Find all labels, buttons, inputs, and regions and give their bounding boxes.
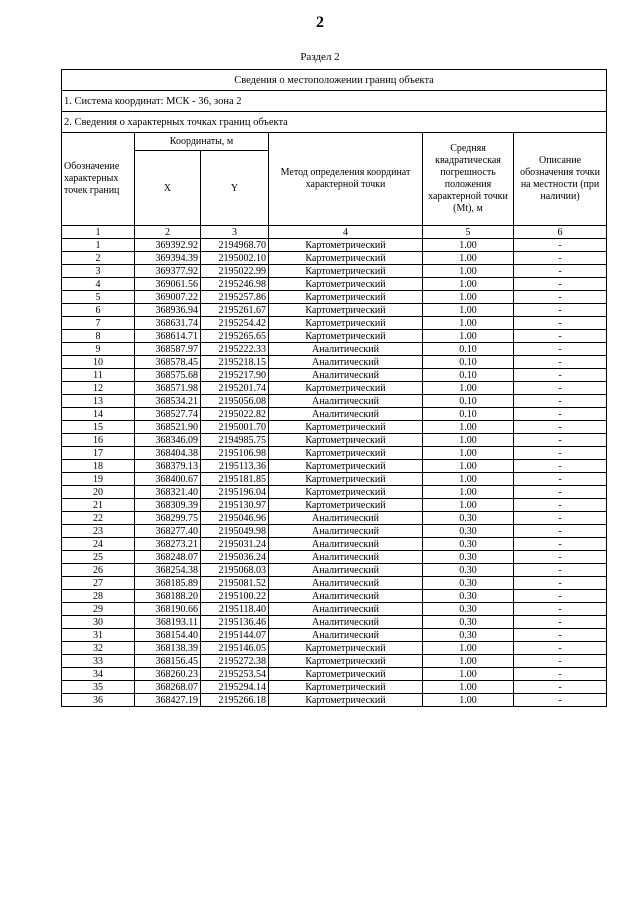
- x-coordinate-cell: 368587.97: [135, 343, 201, 356]
- description-cell: -: [514, 278, 607, 291]
- table-row: [62, 668, 607, 681]
- description-cell: -: [514, 564, 607, 577]
- description-cell: -: [514, 512, 607, 525]
- y-coordinate-cell: 2195118.40: [201, 603, 269, 616]
- method-cell: Картометрический: [269, 317, 423, 330]
- table-row: [62, 681, 607, 694]
- x-coordinate-cell: 368379.13: [135, 460, 201, 473]
- x-coordinate-cell: 368534.21: [135, 395, 201, 408]
- table-row: [62, 525, 607, 538]
- x-coordinate-cell: 368400.67: [135, 473, 201, 486]
- point-number-cell: 22: [62, 512, 135, 525]
- method-cell: Картометрический: [269, 382, 423, 395]
- description-cell: -: [514, 369, 607, 382]
- description-cell: -: [514, 239, 607, 252]
- table-row: [62, 317, 607, 330]
- header-y: Y: [201, 151, 269, 226]
- method-cell: Аналитический: [269, 369, 423, 382]
- y-coordinate-cell: 2194985.75: [201, 434, 269, 447]
- error-cell: 1.00: [423, 239, 514, 252]
- y-coordinate-cell: 2195136.46: [201, 616, 269, 629]
- point-number-cell: 17: [62, 447, 135, 460]
- point-number-cell: 18: [62, 460, 135, 473]
- table-row: [62, 421, 607, 434]
- x-coordinate-cell: 368578.45: [135, 356, 201, 369]
- y-coordinate-cell: 2195146.05: [201, 642, 269, 655]
- x-coordinate-cell: 368188.20: [135, 590, 201, 603]
- x-coordinate-cell: 368154.40: [135, 629, 201, 642]
- error-cell: 1.00: [423, 473, 514, 486]
- x-coordinate-cell: 368936.94: [135, 304, 201, 317]
- description-cell: -: [514, 668, 607, 681]
- table-row: [62, 551, 607, 564]
- description-cell: -: [514, 603, 607, 616]
- x-coordinate-cell: 369377.92: [135, 265, 201, 278]
- table-row: [62, 291, 607, 304]
- error-cell: 0.10: [423, 395, 514, 408]
- y-coordinate-cell: 2195002.10: [201, 252, 269, 265]
- description-cell: -: [514, 577, 607, 590]
- table-row: [62, 486, 607, 499]
- header-error: Средняя квадратическая погрешность положения характерной точки (Mt), м: [423, 133, 514, 226]
- x-coordinate-cell: 368248.07: [135, 551, 201, 564]
- point-number-cell: 3: [62, 265, 135, 278]
- method-cell: Картометрический: [269, 291, 423, 304]
- method-cell: Аналитический: [269, 512, 423, 525]
- y-coordinate-cell: 2195113.36: [201, 460, 269, 473]
- boundary-points-table: [61, 69, 607, 707]
- header-x: X: [135, 151, 201, 226]
- description-cell: -: [514, 499, 607, 512]
- table-row: [62, 408, 607, 421]
- y-coordinate-cell: 2195036.24: [201, 551, 269, 564]
- error-cell: 1.00: [423, 265, 514, 278]
- point-number-cell: 27: [62, 577, 135, 590]
- y-coordinate-cell: 2195100.22: [201, 590, 269, 603]
- method-cell: Картометрический: [269, 330, 423, 343]
- error-cell: 1.00: [423, 317, 514, 330]
- page-number: 2: [316, 14, 324, 31]
- point-number-cell: 28: [62, 590, 135, 603]
- x-coordinate-cell: 368346.09: [135, 434, 201, 447]
- header-coordinates: Координаты, м: [135, 133, 269, 151]
- table-row: [62, 447, 607, 460]
- header-point-designation: Обозначение характерных точек границ: [62, 133, 135, 226]
- error-cell: 1.00: [423, 278, 514, 291]
- column-number: 1: [62, 226, 135, 239]
- method-cell: Аналитический: [269, 629, 423, 642]
- points-heading-row: 2. Сведения о характерных точках границ объекта: [62, 112, 607, 133]
- error-cell: 0.30: [423, 603, 514, 616]
- method-cell: Аналитический: [269, 564, 423, 577]
- table-row: [62, 629, 607, 642]
- y-coordinate-cell: 2195222.33: [201, 343, 269, 356]
- table-row: [62, 655, 607, 668]
- point-number-cell: 30: [62, 616, 135, 629]
- description-cell: -: [514, 473, 607, 486]
- y-coordinate-cell: 2195294.14: [201, 681, 269, 694]
- point-number-cell: 19: [62, 473, 135, 486]
- table-row: [62, 590, 607, 603]
- description-cell: -: [514, 317, 607, 330]
- error-cell: 0.10: [423, 356, 514, 369]
- x-coordinate-cell: 368185.89: [135, 577, 201, 590]
- point-number-cell: 24: [62, 538, 135, 551]
- y-coordinate-cell: 2195181.85: [201, 473, 269, 486]
- error-cell: 1.00: [423, 655, 514, 668]
- description-cell: -: [514, 525, 607, 538]
- point-number-cell: 8: [62, 330, 135, 343]
- header-description: Описание обозначения точки на местности (при наличии): [514, 133, 607, 226]
- y-coordinate-cell: 2195081.52: [201, 577, 269, 590]
- method-cell: Картометрический: [269, 239, 423, 252]
- y-coordinate-cell: 2195246.98: [201, 278, 269, 291]
- y-coordinate-cell: 2195031.24: [201, 538, 269, 551]
- point-number-cell: 32: [62, 642, 135, 655]
- error-cell: 0.30: [423, 538, 514, 551]
- error-cell: 1.00: [423, 304, 514, 317]
- error-cell: 0.10: [423, 369, 514, 382]
- y-coordinate-cell: 2195001.70: [201, 421, 269, 434]
- error-cell: 0.30: [423, 629, 514, 642]
- error-cell: 0.10: [423, 408, 514, 421]
- point-number-cell: 34: [62, 668, 135, 681]
- error-cell: 1.00: [423, 681, 514, 694]
- y-coordinate-cell: 2195265.65: [201, 330, 269, 343]
- x-coordinate-cell: 368277.40: [135, 525, 201, 538]
- method-cell: Аналитический: [269, 616, 423, 629]
- error-cell: 0.30: [423, 590, 514, 603]
- column-number: 6: [514, 226, 607, 239]
- error-cell: 1.00: [423, 668, 514, 681]
- x-coordinate-cell: 368260.23: [135, 668, 201, 681]
- method-cell: Картометрический: [269, 642, 423, 655]
- error-cell: 1.00: [423, 291, 514, 304]
- error-cell: 0.30: [423, 564, 514, 577]
- description-cell: -: [514, 421, 607, 434]
- y-coordinate-cell: 2194968.70: [201, 239, 269, 252]
- method-cell: Аналитический: [269, 408, 423, 421]
- method-cell: Картометрический: [269, 421, 423, 434]
- table-row: [62, 564, 607, 577]
- point-number-cell: 5: [62, 291, 135, 304]
- y-coordinate-cell: 2195056.08: [201, 395, 269, 408]
- y-coordinate-cell: 2195022.82: [201, 408, 269, 421]
- point-number-cell: 4: [62, 278, 135, 291]
- error-cell: 0.30: [423, 577, 514, 590]
- y-coordinate-cell: 2195201.74: [201, 382, 269, 395]
- table-row: [62, 356, 607, 369]
- table-row: [62, 642, 607, 655]
- description-cell: -: [514, 655, 607, 668]
- error-cell: 1.00: [423, 421, 514, 434]
- x-coordinate-cell: 368404.38: [135, 447, 201, 460]
- method-cell: Аналитический: [269, 395, 423, 408]
- method-cell: Аналитический: [269, 356, 423, 369]
- method-cell: Картометрический: [269, 252, 423, 265]
- error-cell: 1.00: [423, 486, 514, 499]
- table-title: Сведения о местоположении границ объекта: [62, 70, 607, 91]
- x-coordinate-cell: 368138.39: [135, 642, 201, 655]
- y-coordinate-cell: 2195272.38: [201, 655, 269, 668]
- point-number-cell: 36: [62, 694, 135, 707]
- x-coordinate-cell: 368631.74: [135, 317, 201, 330]
- description-cell: -: [514, 447, 607, 460]
- table-row: [62, 473, 607, 486]
- point-number-cell: 2: [62, 252, 135, 265]
- method-cell: Картометрический: [269, 668, 423, 681]
- x-coordinate-cell: 368527.74: [135, 408, 201, 421]
- table-row: [62, 304, 607, 317]
- point-number-cell: 11: [62, 369, 135, 382]
- description-cell: -: [514, 356, 607, 369]
- point-number-cell: 13: [62, 395, 135, 408]
- error-cell: 1.00: [423, 382, 514, 395]
- y-coordinate-cell: 2195049.98: [201, 525, 269, 538]
- y-coordinate-cell: 2195130.97: [201, 499, 269, 512]
- point-number-cell: 21: [62, 499, 135, 512]
- x-coordinate-cell: 369394.39: [135, 252, 201, 265]
- method-cell: Аналитический: [269, 577, 423, 590]
- table-row: [62, 512, 607, 525]
- column-number: 4: [269, 226, 423, 239]
- description-cell: -: [514, 434, 607, 447]
- method-cell: Аналитический: [269, 525, 423, 538]
- table-row: [62, 694, 607, 707]
- point-number-cell: 31: [62, 629, 135, 642]
- y-coordinate-cell: 2195257.86: [201, 291, 269, 304]
- y-coordinate-cell: 2195106.98: [201, 447, 269, 460]
- x-coordinate-cell: 368309.39: [135, 499, 201, 512]
- y-coordinate-cell: 2195253.54: [201, 668, 269, 681]
- error-cell: 1.00: [423, 434, 514, 447]
- table-row: [62, 278, 607, 291]
- x-coordinate-cell: 368193.11: [135, 616, 201, 629]
- method-cell: Картометрический: [269, 447, 423, 460]
- y-coordinate-cell: 2195261.67: [201, 304, 269, 317]
- table-row: [62, 616, 607, 629]
- y-coordinate-cell: 2195266.18: [201, 694, 269, 707]
- point-number-cell: 33: [62, 655, 135, 668]
- x-coordinate-cell: 369007.22: [135, 291, 201, 304]
- method-cell: Картометрический: [269, 486, 423, 499]
- y-coordinate-cell: 2195144.07: [201, 629, 269, 642]
- description-cell: -: [514, 252, 607, 265]
- x-coordinate-cell: 368273.21: [135, 538, 201, 551]
- x-coordinate-cell: 368614.71: [135, 330, 201, 343]
- description-cell: -: [514, 616, 607, 629]
- error-cell: 1.00: [423, 642, 514, 655]
- point-number-cell: 6: [62, 304, 135, 317]
- column-number: 5: [423, 226, 514, 239]
- point-number-cell: 7: [62, 317, 135, 330]
- description-cell: -: [514, 408, 607, 421]
- point-number-cell: 29: [62, 603, 135, 616]
- method-cell: Картометрический: [269, 473, 423, 486]
- x-coordinate-cell: 368299.75: [135, 512, 201, 525]
- header-method: Метод определения координат характерной точки: [269, 133, 423, 226]
- point-number-cell: 10: [62, 356, 135, 369]
- x-coordinate-cell: 368521.90: [135, 421, 201, 434]
- table-row: [62, 499, 607, 512]
- method-cell: Аналитический: [269, 551, 423, 564]
- method-cell: Картометрический: [269, 460, 423, 473]
- description-cell: -: [514, 590, 607, 603]
- table-row: [62, 603, 607, 616]
- method-cell: Картометрический: [269, 278, 423, 291]
- point-number-cell: 16: [62, 434, 135, 447]
- point-number-cell: 20: [62, 486, 135, 499]
- method-cell: Картометрический: [269, 681, 423, 694]
- error-cell: 1.00: [423, 499, 514, 512]
- description-cell: -: [514, 460, 607, 473]
- error-cell: 0.30: [423, 525, 514, 538]
- description-cell: -: [514, 291, 607, 304]
- error-cell: 1.00: [423, 460, 514, 473]
- point-number-cell: 14: [62, 408, 135, 421]
- coord-system-row: 1. Система координат: МСК - 36, зона 2: [62, 91, 607, 112]
- method-cell: Картометрический: [269, 304, 423, 317]
- y-coordinate-cell: 2195068.03: [201, 564, 269, 577]
- x-coordinate-cell: 369392.92: [135, 239, 201, 252]
- point-number-cell: 23: [62, 525, 135, 538]
- table-row: [62, 460, 607, 473]
- description-cell: -: [514, 382, 607, 395]
- y-coordinate-cell: 2195218.15: [201, 356, 269, 369]
- point-number-cell: 1: [62, 239, 135, 252]
- description-cell: -: [514, 694, 607, 707]
- method-cell: Картометрический: [269, 655, 423, 668]
- point-number-cell: 26: [62, 564, 135, 577]
- method-cell: Аналитический: [269, 590, 423, 603]
- y-coordinate-cell: 2195022.99: [201, 265, 269, 278]
- method-cell: Картометрический: [269, 265, 423, 278]
- table-row: [62, 434, 607, 447]
- method-cell: Аналитический: [269, 343, 423, 356]
- x-coordinate-cell: 368427.19: [135, 694, 201, 707]
- error-cell: 0.30: [423, 551, 514, 564]
- point-number-cell: 12: [62, 382, 135, 395]
- y-coordinate-cell: 2195046.96: [201, 512, 269, 525]
- table-row: [62, 395, 607, 408]
- point-number-cell: 35: [62, 681, 135, 694]
- description-cell: -: [514, 681, 607, 694]
- x-coordinate-cell: 368254.38: [135, 564, 201, 577]
- table-row: [62, 239, 607, 252]
- description-cell: -: [514, 642, 607, 655]
- x-coordinate-cell: 368321.40: [135, 486, 201, 499]
- description-cell: -: [514, 551, 607, 564]
- table-row: [62, 538, 607, 551]
- x-coordinate-cell: 368268.07: [135, 681, 201, 694]
- x-coordinate-cell: 368156.45: [135, 655, 201, 668]
- section-title: Раздел 2: [300, 51, 340, 63]
- method-cell: Аналитический: [269, 538, 423, 551]
- table-row: [62, 330, 607, 343]
- error-cell: 0.30: [423, 616, 514, 629]
- description-cell: -: [514, 538, 607, 551]
- x-coordinate-cell: 368575.68: [135, 369, 201, 382]
- column-number: 2: [135, 226, 201, 239]
- error-cell: 0.30: [423, 512, 514, 525]
- y-coordinate-cell: 2195196.04: [201, 486, 269, 499]
- description-cell: -: [514, 330, 607, 343]
- method-cell: Картометрический: [269, 694, 423, 707]
- error-cell: 1.00: [423, 447, 514, 460]
- x-coordinate-cell: 368571.98: [135, 382, 201, 395]
- x-coordinate-cell: 369061.56: [135, 278, 201, 291]
- column-number: 3: [201, 226, 269, 239]
- point-number-cell: 25: [62, 551, 135, 564]
- x-coordinate-cell: 368190.66: [135, 603, 201, 616]
- description-cell: -: [514, 304, 607, 317]
- point-number-cell: 9: [62, 343, 135, 356]
- description-cell: -: [514, 629, 607, 642]
- method-cell: Картометрический: [269, 499, 423, 512]
- table-row: [62, 252, 607, 265]
- error-cell: 1.00: [423, 694, 514, 707]
- table-row: [62, 343, 607, 356]
- error-cell: 1.00: [423, 252, 514, 265]
- error-cell: 1.00: [423, 330, 514, 343]
- error-cell: 0.10: [423, 343, 514, 356]
- y-coordinate-cell: 2195254.42: [201, 317, 269, 330]
- table-row: [62, 369, 607, 382]
- description-cell: -: [514, 486, 607, 499]
- description-cell: -: [514, 343, 607, 356]
- y-coordinate-cell: 2195217.90: [201, 369, 269, 382]
- point-number-cell: 15: [62, 421, 135, 434]
- method-cell: Аналитический: [269, 603, 423, 616]
- method-cell: Картометрический: [269, 434, 423, 447]
- table-row: [62, 265, 607, 278]
- description-cell: -: [514, 395, 607, 408]
- table-row: [62, 382, 607, 395]
- description-cell: -: [514, 265, 607, 278]
- table-row: [62, 577, 607, 590]
